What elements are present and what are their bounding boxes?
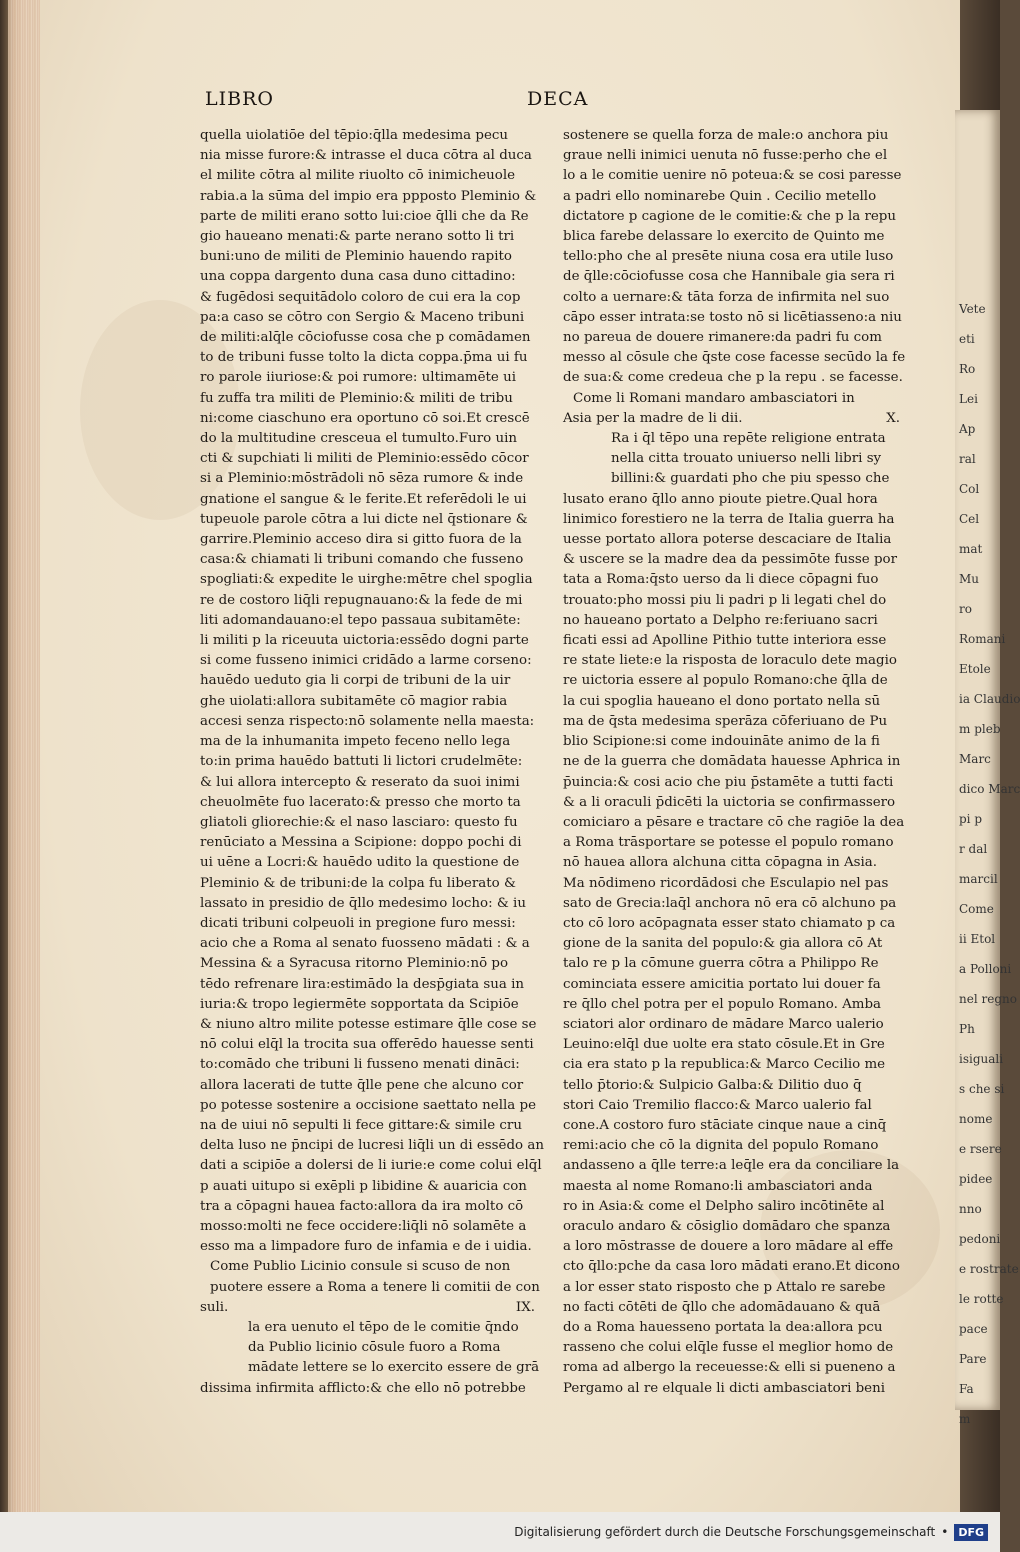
- text-line: Messina & a Syracusa ritorno Pleminio:nō po: [200, 956, 509, 972]
- facing-page-word: Lei: [959, 392, 978, 406]
- text-line: cominciata essere amicitia portato lui douer fa: [563, 976, 881, 992]
- text-line: ni:come ciaschuno era oportuno cō soi.Et crescē: [200, 410, 530, 426]
- facing-page-word: Pare: [959, 1352, 987, 1366]
- text-line: & lui allora intercepto & reserato da suoi inimi: [200, 774, 520, 790]
- text-line: allora lacerati de tutte q̄lle pene che alcuno cor: [200, 1077, 524, 1093]
- text-line: na de uiui nō sepulti li fece gittare:& simile cru: [200, 1117, 522, 1133]
- text-line: ui uēne a Locri:& hauēdo udito la questione de: [200, 855, 520, 871]
- text-line: de militi:alq̄le cōciofusse cosa che p comādamen: [200, 330, 531, 346]
- facing-page-word: isiguali: [959, 1052, 1004, 1066]
- text-line: liti adomandauano:el tepo passaua subitamēte:: [200, 612, 521, 628]
- text-line: talo re p la cōmune guerra cōtra a Philippo Re: [563, 956, 879, 972]
- text-line: garrire.Pleminio acceso dira si gitto fuora de la: [200, 532, 522, 548]
- text-line: re de costoro liq̄li repugnauano:& la fede de mi: [200, 592, 523, 608]
- text-line: dicati tribuni colpeuoli in pregione furo messi:: [200, 915, 516, 931]
- facing-page-word: m pleb: [959, 722, 1001, 736]
- chapter-x-summary: [563, 389, 908, 409]
- text-line: tata a Roma:q̄sto uerso da li diece cōpagni fuo: [563, 572, 879, 588]
- text-line: si come fusseno inimici cridādo a larme corseno:: [200, 653, 532, 669]
- text-line: nella citta trouato uniuerso nelli libri sy: [611, 451, 882, 467]
- facing-page-word: Cel: [959, 512, 980, 526]
- text-line: gnatione el sangue & le ferite.Et referēdoli le ui: [200, 491, 527, 507]
- text-line: a padri ello nominarebe Quin . Cecilio metello: [563, 188, 877, 204]
- facing-page-word: m: [959, 1412, 971, 1426]
- text-line: billini:& guardati pho che piu spesso che: [611, 471, 890, 487]
- text-line: & a li oraculi p̄dicēti la uictoria se confirmassero: [563, 794, 896, 810]
- text-line: mādate lettere se lo exercito essere de grā: [248, 1360, 540, 1376]
- facing-page-word: Come: [959, 902, 994, 916]
- facing-page-word: dico Marc: [959, 782, 1020, 796]
- text-line: nō hauea allora alchuna citta cōpagna in Asia.: [563, 855, 878, 871]
- text-line: delta luso ne p̄ncipi de lucresi liq̄li un di essēdo an: [200, 1138, 544, 1154]
- facing-page-word: le rotte: [959, 1292, 1004, 1306]
- chapter-ix-heading: [200, 1298, 545, 1318]
- text-line: hauēdo ueduto gia li corpi de tribuni de la uir: [200, 673, 511, 689]
- summary-line: puotere essere a Roma a tenere li comitii de con: [210, 1279, 540, 1295]
- text-line: dissima infirmita afflicto:& che ello nō potrebbe: [200, 1380, 526, 1396]
- text-line: ficati essi ad Apolline Pithio tutte interiora esse: [563, 633, 887, 649]
- text-line: de q̄lle:cōciofusse cosa che Hannibale gia sera ri: [563, 269, 895, 285]
- text-line: & niuno altro milite potesse estimare q̄lle cose se: [200, 1016, 537, 1032]
- facing-page-word: Fa: [959, 1382, 974, 1396]
- facing-page-word: Col: [959, 482, 980, 496]
- facing-page-word: pace: [959, 1322, 988, 1336]
- text-line: blica farebe delassare lo exercito de Quinto me: [563, 229, 885, 245]
- summary-line: Come li Romani mandaro ambasciatori in: [573, 390, 855, 406]
- text-line: a lor esser stato risposto che p Attalo re sarebe: [563, 1279, 886, 1295]
- text-line: do la multitudine cresceua el tumulto.Furo uin: [200, 431, 518, 447]
- text-line: po potesse sostenire a occisione saettato nella pe: [200, 1097, 537, 1113]
- text-line: Ra i q̄l tēpo una repēte religione entrata: [611, 431, 886, 447]
- facing-page-word: Ph: [959, 1022, 975, 1036]
- text-line: tēdo refrenare lira:estimādo la desp̄giata sua in: [200, 976, 525, 992]
- chapter-ix: [200, 1257, 545, 1398]
- facing-page-word: s che si: [959, 1082, 1005, 1096]
- facing-page-word: pidee: [959, 1172, 993, 1186]
- text-line: tello p̄torio:& Sulpicio Galba:& Dilitio duo q̄: [563, 1077, 862, 1093]
- facing-page-word: pi p: [959, 812, 983, 826]
- text-line: colto a uernare:& tāta forza de infirmita nel suo: [563, 289, 890, 305]
- right-column-body: [563, 126, 908, 389]
- text-line: re uictoria essere al populo Romano:che q̄lla de: [563, 673, 888, 689]
- text-line: dati a scipiōe a dolersi de li iurie:e come colui elq̄l: [200, 1158, 542, 1174]
- facing-page-word: marcil: [959, 872, 998, 886]
- text-line: sato de Grecia:laq̄l anchora nō era cō alchuno pa: [563, 895, 897, 911]
- text-line: quella uiolatiōe del tēpio:q̄lla medesima pecu: [200, 128, 509, 143]
- text-line: Ma nōdimeno ricordādosi che Esculapio nel pas: [563, 875, 889, 891]
- text-line: ma de q̄sta medesima sperāza cōferiuano de Pu: [563, 713, 888, 729]
- text-line: Leuino:elq̄l due uolte era stato cōsule.Et in Gre: [563, 1037, 885, 1053]
- text-line: blio Scipione:si come indouināte animo de la fi: [563, 734, 880, 750]
- text-line: andasseno a q̄lle terre:a leq̄le era da conciliare la: [563, 1158, 900, 1174]
- text-line: gio haueano menati:& parte nerano sotto li tri: [200, 229, 515, 245]
- facing-page-word: a Polloni: [959, 962, 1012, 976]
- facing-page-word: Mu: [959, 572, 980, 586]
- text-line: pa:a caso se cōtro con Sergio & Maceno tribuni: [200, 309, 525, 325]
- text-line: re q̄llo chel potra per el populo Romano. Amba: [563, 996, 882, 1012]
- text-line: esso ma a limpadore furo de infamia e de i uidia.: [200, 1239, 532, 1255]
- text-line: to:comādo che tribuni li fusseno menati dināci:: [200, 1057, 520, 1073]
- text-line: graue nelli inimici uenuta nō fusse:perho che el: [563, 148, 888, 164]
- facing-page-word: Romani: [959, 632, 1006, 646]
- text-line: stori Caio Tremilio flacco:& Marco ualerio fal: [563, 1097, 872, 1113]
- text-line: ne de la guerra che domādata hauesse Aphrica in: [563, 754, 901, 770]
- text-line: cone.A costoro furo stāciate cinque naue a cinq̄: [563, 1117, 887, 1133]
- text-line: comiciaro a pēsare e tractare cō che ragiōe la dea: [563, 814, 905, 830]
- text-line: si a Pleminio:mōstrādoli nō sēza rumore & inde: [200, 471, 524, 487]
- chapter-ix-number: IX.: [515, 1299, 535, 1315]
- facing-page-word: Ro: [959, 362, 976, 376]
- text-line: buni:uno de militi de Pleminio hauendo rapito: [200, 249, 512, 265]
- text-line: nia misse furore:& intrasse el duca cōtra al duca: [200, 148, 532, 164]
- summary-line: Come Publio Licinio consule si scuso de non: [210, 1259, 511, 1275]
- chapter-ix-body: [200, 1318, 545, 1399]
- text-line: & uscere se la madre dea da pessimōte fusse por: [563, 552, 898, 568]
- text-line: roma ad albergo la receuesse:& elli si pueneno a: [563, 1360, 896, 1376]
- text-line: li militi p la riceuuta uictoria:essēdo dogni parte: [200, 633, 529, 649]
- facing-page-word: ii Etol: [959, 932, 996, 946]
- chapter-x-heading: [563, 409, 908, 429]
- text-line: cāpo esser intrata:se tosto nō si licētiasseno:a niu: [563, 309, 902, 325]
- footer-credit-text: Digitalisierung gefördert durch die Deutsche Forschungsgemeinschaft: [514, 1525, 936, 1539]
- facing-page-word: ro: [959, 602, 972, 616]
- text-line: ghe uiolati:allora subitamēte cō magior rabia: [200, 693, 508, 709]
- text-line: parte de militi erano sotto lui:cioe q̄lli che da Re: [200, 208, 529, 224]
- facing-page-word: ral: [959, 452, 976, 466]
- text-line: tello:pho che al presēte niuna cosa era utile luso: [563, 249, 894, 265]
- text-line: p̄uincia:& cosi acio che piu p̄stamēte a tutti facti: [563, 774, 894, 790]
- text-line: acio che a Roma al senato fuosseno mādati : & a: [200, 936, 530, 952]
- text-line: cto q̄llo:pche da casa loro mādati erano.Et dicono: [563, 1259, 900, 1275]
- text-line: p auati uitupo si exēpli p libidine & auaricia con: [200, 1178, 527, 1194]
- text-line: el milite cōtra al milite riuolto cō inimicheuole: [200, 168, 516, 184]
- text-line: da Publio licinio cōsule fuoro a Roma: [248, 1340, 501, 1356]
- text-line: gione de la sanita del populo:& gia allora cō At: [563, 936, 883, 952]
- facing-page-word: r dal: [959, 842, 988, 856]
- right-text-column: [563, 126, 908, 1399]
- text-line: una coppa dargento duna casa duno cittadino:: [200, 269, 516, 285]
- facing-page-word: e rsere: [959, 1142, 1002, 1156]
- text-line: to de tribuni fusse tolto la dicta coppa.p̄ma ui fu: [200, 350, 528, 366]
- facing-page-word: pedoni: [959, 1232, 1001, 1246]
- text-line: accesi senza rispecto:nō solamente nella maesta:: [200, 713, 535, 729]
- text-line: Pleminio & de tribuni:de la colpa fu liberato &: [200, 875, 516, 891]
- text-line: to:in prima hauēdo battuti li lictori crudelmēte:: [200, 754, 523, 770]
- facing-page-word: eti: [959, 332, 975, 346]
- text-line: messo al cōsule che q̄ste cose facesse secūdo la fe: [563, 350, 906, 366]
- text-line: re state liete:e la risposta de loraculo dete magio: [563, 653, 897, 669]
- text-line: & fugēdosi sequitādolo coloro de cui era la cop: [200, 289, 521, 305]
- text-line: sciatori alor ordinaro de mādare Marco ualerio: [563, 1016, 884, 1032]
- facing-page-word: Marc: [959, 752, 991, 766]
- left-column-body: [200, 126, 545, 1257]
- text-line: ma de la inhumanita impeto feceno nello lega: [200, 734, 511, 750]
- text-line: iuria:& tropo legiermēte sopportata da Scipiōe: [200, 996, 519, 1012]
- facing-page-word: nno: [959, 1202, 982, 1216]
- chapter-x-body: [563, 429, 908, 1399]
- text-line: fu zuffa tra militi de Pleminio:& militi de tribu: [200, 390, 513, 406]
- chapter-ix-summary: [200, 1257, 545, 1297]
- text-line: no facti cōtēti de q̄llo che adomādauano & quā: [563, 1299, 881, 1315]
- chapter-x-number: X.: [886, 410, 900, 426]
- text-line: trouato:pho mossi piu li padri p li legati chel do: [563, 592, 887, 608]
- text-line: rabia.a la sūma del impio era ppposto Pleminio &: [200, 188, 537, 204]
- facing-page-word: e rostrate: [959, 1262, 1019, 1276]
- text-line: lassato in presidio de q̄llo medesimo locho: & iu: [200, 895, 526, 911]
- text-line: mosso:molti ne fece occidere:liq̄li nō solamēte a: [200, 1218, 527, 1234]
- running-head-right: DECA: [527, 88, 589, 110]
- facing-page-fragment: [955, 110, 1020, 1426]
- chapter-x-summary-end: Asia per la madre de li dii.: [563, 410, 743, 426]
- text-line: gliatoli gliorechie:& el naso lasciaro: questo fu: [200, 814, 518, 830]
- text-line: rasseno che colui elq̄le fusse el meglior homo de: [563, 1340, 894, 1356]
- text-line: a loro mōstrasse de douere a loro mādare al effe: [563, 1239, 894, 1255]
- dfg-logo[interactable]: DFG: [954, 1524, 988, 1541]
- facing-page-word: nome: [959, 1112, 993, 1126]
- text-line: linimico forestiero ne la terra de Italia guerra ha: [563, 511, 895, 527]
- running-head-left: LIBRO: [205, 88, 274, 110]
- left-text-column: [200, 126, 545, 1399]
- text-line: spogliati:& expedite le uirghe:mētre chel spoglia: [200, 572, 533, 588]
- text-line: cto cō loro acōpagnata esser stato chiamato p ca: [563, 915, 896, 931]
- text-line: tupeuole parole cōtra a lui dicte nel q̄stionare &: [200, 511, 528, 527]
- text-line: renūciato a Messina a Scipione: doppo pochi di: [200, 835, 522, 851]
- facing-page-word: nel regno: [959, 992, 1017, 1006]
- text-line: do a Roma hauesseno portata la dea:allora pcu: [563, 1319, 883, 1335]
- text-line: cti & supchiati li militi de Pleminio:essēdo cōcor: [200, 451, 529, 467]
- text-line: uesse portato allora poterse descaciare de Italia: [563, 532, 892, 548]
- facing-page-word: Vete: [959, 302, 986, 316]
- text-line: casa:& chiamati li tribuni comando che fusseno: [200, 552, 524, 568]
- text-line: remi:acio che cō la dignita del populo Romano: [563, 1138, 879, 1154]
- footer-separator: •: [941, 1525, 949, 1539]
- text-line: a Roma trāsportare se potesse el populo romano: [563, 835, 894, 851]
- text-line: Pergamo al re elquale li dicti ambasciatori beni: [563, 1380, 886, 1396]
- text-line: ro in Asia:& come el Delpho saliro incōtinēte al: [563, 1198, 885, 1214]
- text-line: la era uenuto el tēpo de le comitie q̄ndo: [248, 1319, 519, 1335]
- text-line: sostenere se quella forza de male:o anchora piu: [563, 128, 889, 143]
- chapter-ix-summary-end: suli.: [200, 1299, 229, 1315]
- facing-page-word: mat: [959, 542, 983, 556]
- text-line: de sua:& come credeua che p la repu . se facesse.: [563, 370, 903, 386]
- facing-page-word: ia Claudio: [959, 692, 1020, 706]
- text-line: maesta al nome Romano:li ambasciatori anda: [563, 1178, 873, 1194]
- text-line: oraculo andaro & cōsiglio domādaro che spanza: [563, 1218, 891, 1234]
- text-line: nō colui elq̄l la trocita sua offerēdo hauesse senti: [200, 1037, 534, 1053]
- footer-bar: [0, 1512, 1000, 1552]
- text-line: lo a le comitie uenire nō poteua:& se cosi paresse: [563, 168, 902, 184]
- text-line: cia era stato p la republica:& Marco Cecilio me: [563, 1057, 886, 1073]
- text-line: cheuolmēte fuo lacerato:& presso che morto ta: [200, 794, 521, 810]
- text-line: no haueano portato a Delpho re:feriuano sacri: [563, 612, 878, 628]
- text-line: ro parole iiuriose:& poi rumore: ultimamēte ui: [200, 370, 517, 386]
- text-line: tra a cōpagni hauea facto:allora da ira molto cō: [200, 1198, 524, 1214]
- text-line: lusato erano q̄llo anno pioute pietre.Qual hora: [563, 491, 878, 507]
- text-line: la cui spoglia haueano el dono portato nella sū: [563, 693, 881, 709]
- facing-page-word: Ap: [959, 422, 976, 436]
- facing-page-word: Etole: [959, 662, 991, 676]
- text-line: no pareua de douere rimanere:da padri fu com: [563, 330, 882, 346]
- text-line: dictatore p cagione de le comitie:& che p la repu: [563, 208, 896, 224]
